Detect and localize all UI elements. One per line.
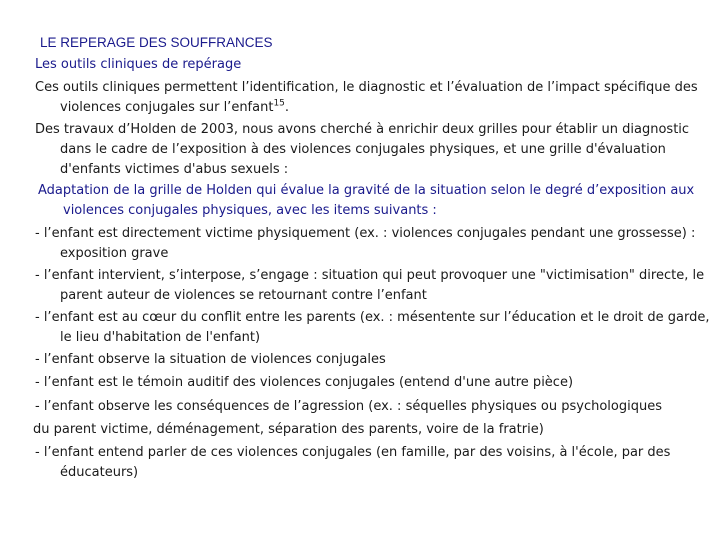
footnote-reference: 15 [273, 98, 285, 109]
list-item-continuation: du parent victime, déménagement, séparation des parents, voire de la fratrie) [33, 422, 544, 437]
list-item: - l’enfant est au cœur du conflit entre les parents (ex. : mésentente sur l’éducation et le droit de garde, le lieu d'habitation de l'enfant) [35, 310, 710, 345]
list-item: - l’enfant intervient, s’interpose, s’engage : situation qui peut provoquer une "victimisation" directe, le parent auteur de violences se retournant contre l’enfant [35, 268, 705, 303]
list-item: - l’enfant observe la situation de violences conjugales [35, 352, 386, 367]
list-item: - l’enfant observe les conséquences de l’agression (ex. : séquelles physiques ou psychologiques [35, 399, 662, 414]
document-title: LE REPERAGE DES SOUFFRANCES [40, 35, 273, 50]
intro-text: Ces outils cliniques permettent l’identification, le diagnostic et l’évaluation de l’impact spécifique des violences conjugales sur l’enfant [35, 80, 698, 115]
intro-paragraph [35, 78, 720, 118]
intro-end: . [284, 100, 290, 115]
grid-adaptation-heading: Adaptation de la grille de Holden qui évalue la gravité de la situation selon le degré d’exposition aux violences conjugales physiques, avec les items suivants : [38, 183, 695, 218]
list-item: - l’enfant entend parler de ces violences conjugales (en famille, par des voisins, à l'école, par des éducateurs) [35, 445, 671, 480]
holden-paragraph: Des travaux d’Holden de 2003, nous avons cherché à enrichir deux grilles pour établir un diagnostic dans le cadre de l’exposition à des violences conjugales physiques, et une grille d'évaluation d'enfants victimes d'abus sexuels : [35, 122, 690, 177]
section-subtitle: Les outils cliniques de repérage [35, 57, 242, 72]
list-item: - l’enfant est directement victime physiquement (ex. : violences conjugales pendant une grossesse) : exposition grave [35, 226, 696, 261]
list-item: - l’enfant est le témoin auditif des violences conjugales (entend d'une autre pièce) [35, 375, 574, 390]
